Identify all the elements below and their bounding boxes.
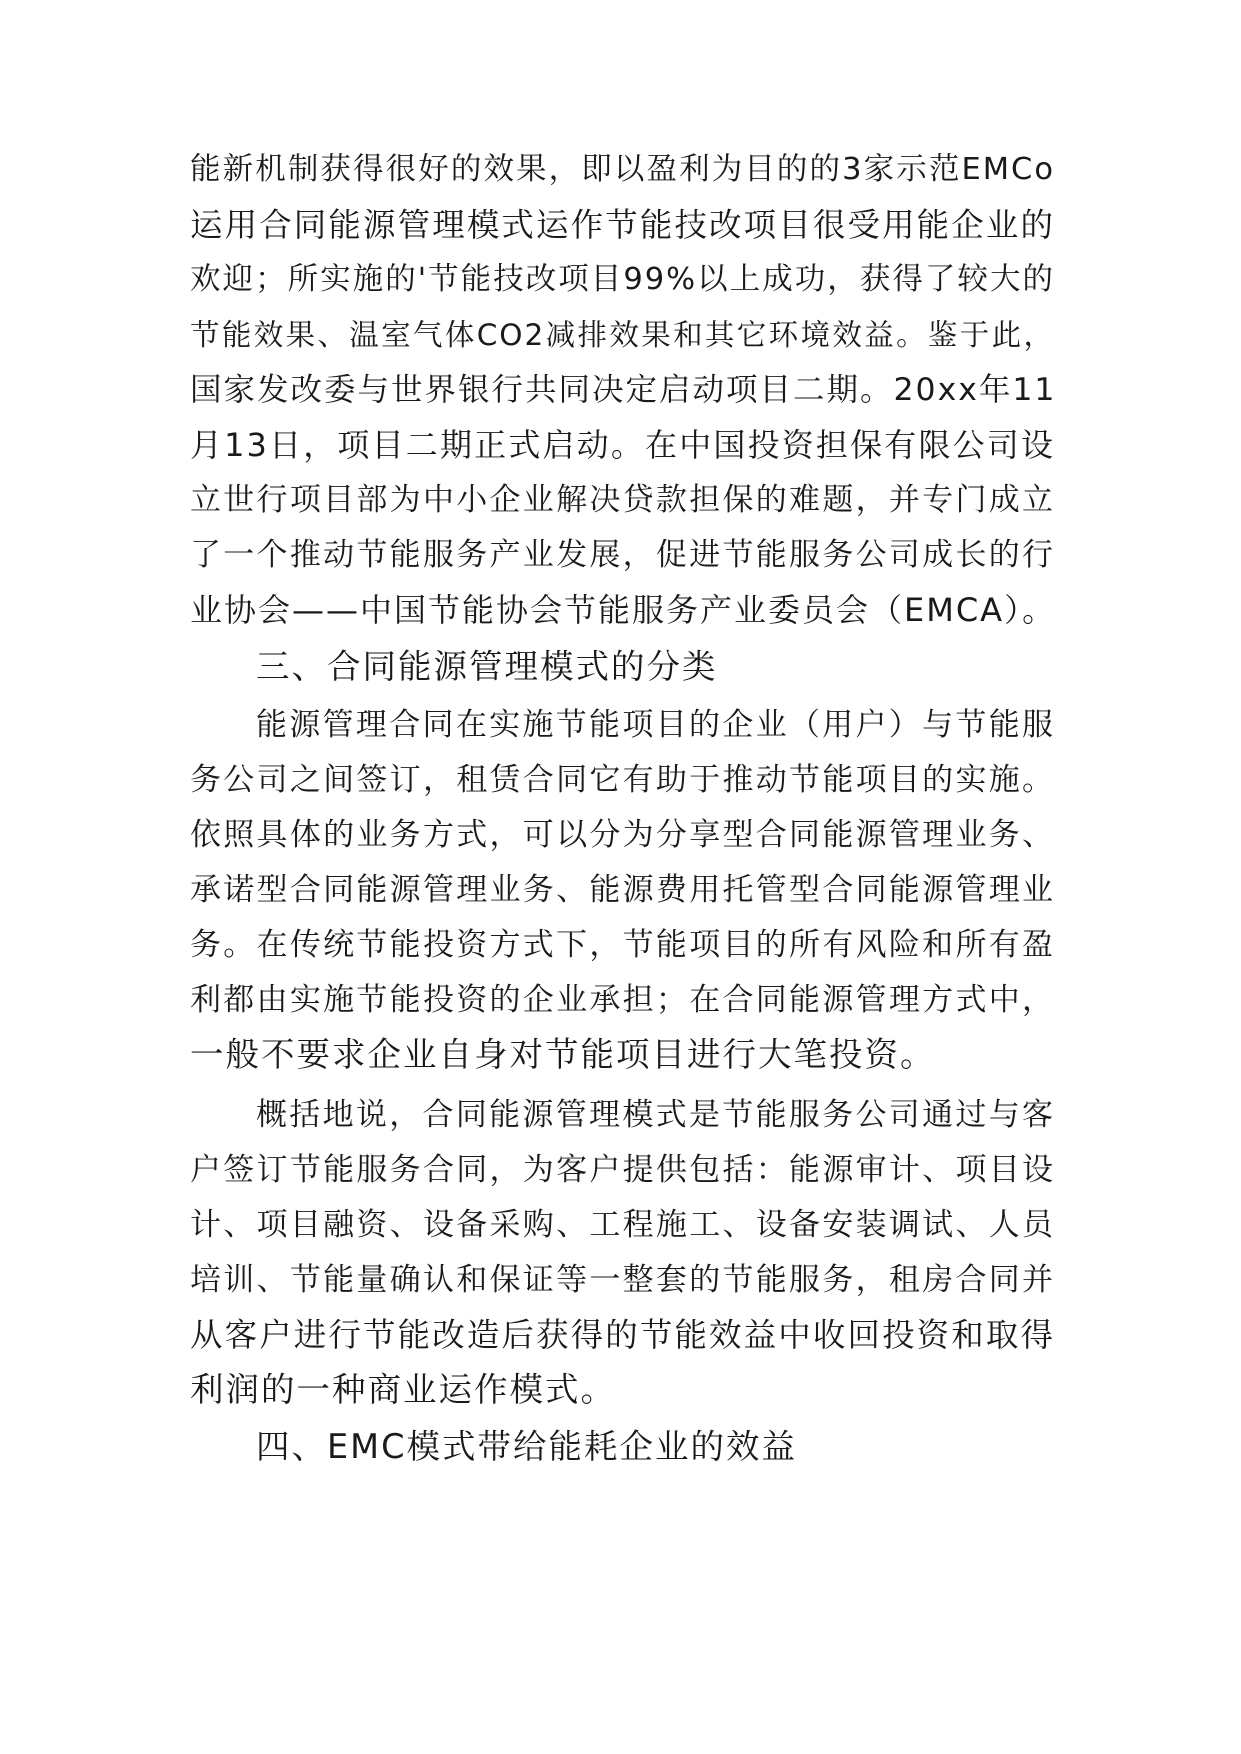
paragraph-line: 一般不要求企业自身对节能项目进行大笔投资。 [190, 1035, 936, 1074]
paragraph-line: 利都由实施节能投资的企业承担；在合同能源管理方式中， [190, 982, 1055, 1018]
paragraph-line: 计、项目融资、设备采购、工程施工、设备安装调试、人员 [190, 1207, 1055, 1243]
paragraph-line: 承诺型合同能源管理业务、能源费用托管型合同能源管理业 [190, 872, 1055, 908]
paragraph-line: 节能效果、温室气体CO2减排效果和其它环境效益。鉴于此， [190, 318, 1055, 352]
paragraph-line: 能新机制获得很好的效果，即以盈利为目的的3家示范EMCo [190, 152, 1055, 187]
section-heading: 三、合同能源管理模式的分类 [256, 647, 718, 686]
paragraph-line: 欢迎；所实施的'节能技改项目99%以上成功，获得了较大的 [190, 262, 1055, 297]
paragraph-line: 业协会——中国节能协会节能服务产业委员会（EMCA）。 [190, 591, 1057, 629]
paragraph-line: 从客户进行节能改造后获得的节能效益中收回投资和取得 [190, 1316, 1055, 1354]
paragraph-line: 能源管理合同在实施节能项目的企业（用户）与节能服 [256, 707, 1055, 743]
paragraph-line: 了一个推动节能服务产业发展，促进节能服务公司成长的行 [190, 537, 1055, 573]
paragraph-line: 务。在传统节能投资方式下，节能项目的所有风险和所有盈 [190, 927, 1055, 963]
paragraph-line: 户签订节能服务合同，为客户提供包括：能源审计、项目设 [190, 1152, 1055, 1188]
paragraph-line: 务公司之间签订，租赁合同它有助于推动节能项目的实施。 [190, 762, 1055, 798]
paragraph-line: 国家发改委与世界银行共同决定启动项目二期。20xx年11 [190, 372, 1057, 408]
paragraph-line: 依照具体的业务方式，可以分为分享型合同能源管理业务、 [190, 817, 1055, 853]
paragraph-line: 概括地说，合同能源管理模式是节能服务公司通过与客 [256, 1097, 1055, 1133]
paragraph-line: 月13日，项目二期正式启动。在中国投资担保有限公司设 [190, 426, 1055, 464]
paragraph-line: 运用合同能源管理模式运作节能技改项目很受用能企业的 [190, 206, 1055, 244]
paragraph-line: 利润的一种商业运作模式。 [190, 1370, 616, 1409]
paragraph-line: 立世行项目部为中小企业解决贷款担保的难题，并专门成立 [190, 482, 1055, 518]
section-heading: 四、EMC模式带给能耗企业的效益 [256, 1427, 797, 1466]
paragraph-line: 培训、节能量确认和保证等一整套的节能服务，租房合同并 [190, 1262, 1055, 1298]
